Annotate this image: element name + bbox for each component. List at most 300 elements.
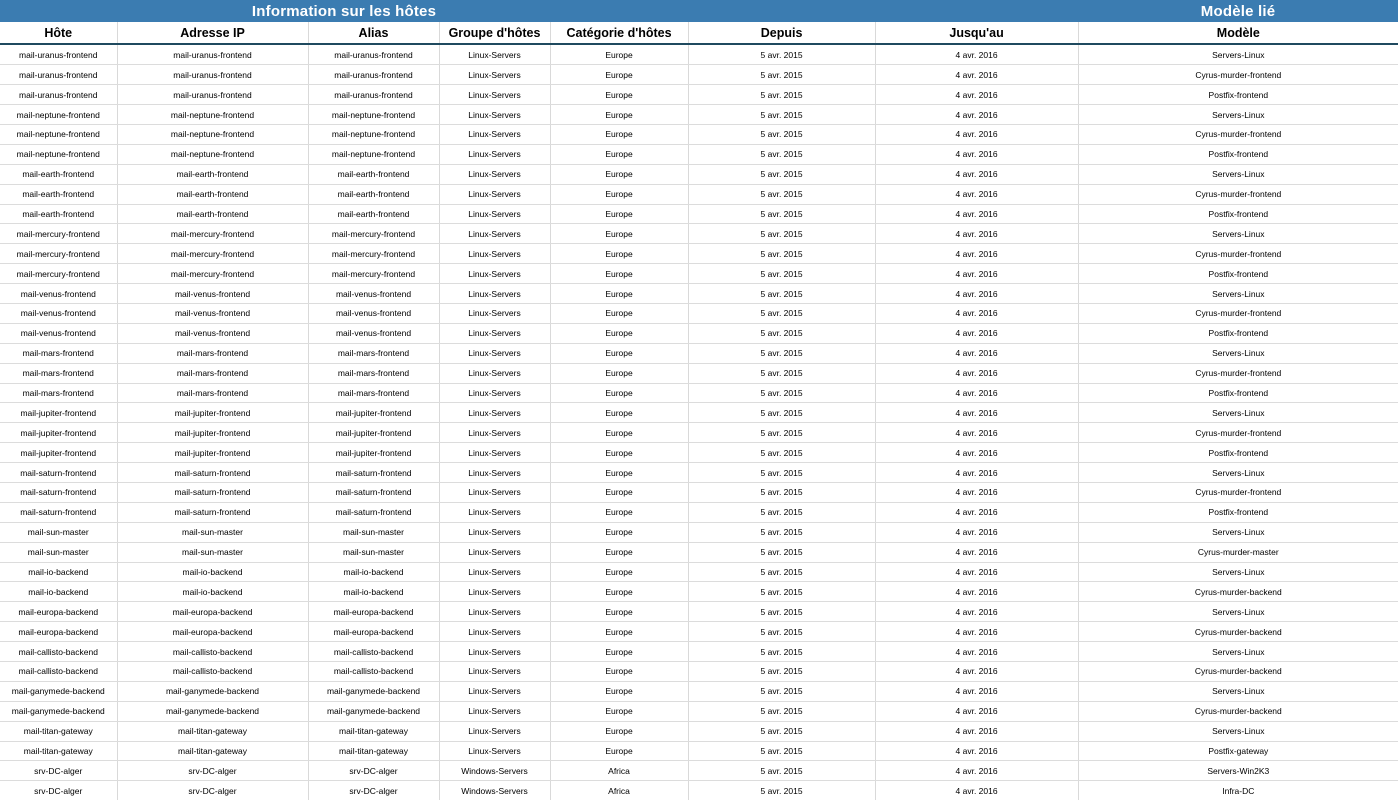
table-cell: mail-uranus-frontend <box>117 65 308 85</box>
table-cell: Servers-Linux <box>1078 642 1398 662</box>
table-cell: Linux-Servers <box>439 323 550 343</box>
table-cell: Servers-Linux <box>1078 463 1398 483</box>
table-cell: Europe <box>550 681 688 701</box>
table-cell: Cyrus-murder-master <box>1078 542 1398 562</box>
table-cell: 4 avr. 2016 <box>875 662 1078 682</box>
table-cell: 5 avr. 2015 <box>688 522 875 542</box>
table-cell: mail-venus-frontend <box>117 323 308 343</box>
table-cell: Servers-Linux <box>1078 105 1398 125</box>
table-cell: Linux-Servers <box>439 264 550 284</box>
table-cell: Cyrus-murder-backend <box>1078 701 1398 721</box>
table-row <box>0 582 1398 602</box>
table-cell: mail-sun-master <box>0 542 117 562</box>
table-cell: 4 avr. 2016 <box>875 502 1078 522</box>
table-cell: mail-titan-gateway <box>0 721 117 741</box>
table-cell: Postfix-frontend <box>1078 502 1398 522</box>
table-cell: mail-mars-frontend <box>0 363 117 383</box>
table-cell: 4 avr. 2016 <box>875 542 1078 562</box>
table-cell: mail-mars-frontend <box>308 383 439 403</box>
table-cell: 4 avr. 2016 <box>875 423 1078 443</box>
table-cell: 5 avr. 2015 <box>688 303 875 323</box>
table-cell: 4 avr. 2016 <box>875 483 1078 503</box>
table-cell: mail-sun-master <box>117 542 308 562</box>
table-cell: Cyrus-murder-frontend <box>1078 423 1398 443</box>
table-cell: Linux-Servers <box>439 423 550 443</box>
table-cell: Cyrus-murder-backend <box>1078 622 1398 642</box>
table-cell: mail-earth-frontend <box>117 204 308 224</box>
column-header-adresse-ip: Adresse IP <box>117 22 308 44</box>
table-cell: mail-earth-frontend <box>0 204 117 224</box>
table-cell: mail-callisto-backend <box>0 642 117 662</box>
table-cell: Linux-Servers <box>439 642 550 662</box>
table-row <box>0 105 1398 125</box>
table-cell: mail-sun-master <box>308 542 439 562</box>
table-cell: Servers-Linux <box>1078 164 1398 184</box>
table-cell: Europe <box>550 323 688 343</box>
table-cell: Linux-Servers <box>439 124 550 144</box>
table-cell: Europe <box>550 383 688 403</box>
table-cell: 5 avr. 2015 <box>688 662 875 682</box>
table-cell: mail-europa-backend <box>117 622 308 642</box>
table-cell: 5 avr. 2015 <box>688 761 875 781</box>
table-cell: Linux-Servers <box>439 522 550 542</box>
table-cell: srv-DC-alger <box>117 761 308 781</box>
table-cell: mail-titan-gateway <box>117 721 308 741</box>
table-cell: 5 avr. 2015 <box>688 204 875 224</box>
table-cell: Linux-Servers <box>439 701 550 721</box>
table-cell: mail-io-backend <box>308 562 439 582</box>
table-cell: Servers-Linux <box>1078 224 1398 244</box>
table-row <box>0 204 1398 224</box>
table-cell: 4 avr. 2016 <box>875 562 1078 582</box>
table-cell: mail-saturn-frontend <box>308 483 439 503</box>
table-cell: 5 avr. 2015 <box>688 443 875 463</box>
table-cell: 4 avr. 2016 <box>875 44 1078 65</box>
table-cell: mail-mars-frontend <box>117 343 308 363</box>
table-cell: mail-saturn-frontend <box>117 502 308 522</box>
table-cell: 4 avr. 2016 <box>875 383 1078 403</box>
table-cell: Linux-Servers <box>439 164 550 184</box>
table-cell: mail-ganymede-backend <box>0 701 117 721</box>
table-cell: 4 avr. 2016 <box>875 403 1078 423</box>
table-cell: mail-callisto-backend <box>308 662 439 682</box>
table-cell: Linux-Servers <box>439 662 550 682</box>
table-row <box>0 343 1398 363</box>
table-cell: Linux-Servers <box>439 144 550 164</box>
table-cell: Europe <box>550 44 688 65</box>
table-cell: 4 avr. 2016 <box>875 681 1078 701</box>
table-row <box>0 542 1398 562</box>
table-cell: mail-jupiter-frontend <box>0 423 117 443</box>
table-row <box>0 303 1398 323</box>
table-row <box>0 124 1398 144</box>
table-cell: Cyrus-murder-backend <box>1078 662 1398 682</box>
table-cell: mail-saturn-frontend <box>0 463 117 483</box>
table-cell: 4 avr. 2016 <box>875 244 1078 264</box>
table-cell: Postfix-frontend <box>1078 144 1398 164</box>
table-cell: mail-uranus-frontend <box>0 44 117 65</box>
table-cell: mail-saturn-frontend <box>117 483 308 503</box>
table-cell: Linux-Servers <box>439 284 550 304</box>
table-cell: mail-sun-master <box>0 522 117 542</box>
table-cell: 5 avr. 2015 <box>688 622 875 642</box>
table-row <box>0 383 1398 403</box>
table-cell: mail-jupiter-frontend <box>0 403 117 423</box>
table-cell: 4 avr. 2016 <box>875 264 1078 284</box>
table-cell: 4 avr. 2016 <box>875 363 1078 383</box>
table-cell: 5 avr. 2015 <box>688 741 875 761</box>
table-cell: 4 avr. 2016 <box>875 124 1078 144</box>
table-cell: mail-venus-frontend <box>117 303 308 323</box>
column-header-groupe-hotes: Groupe d'hôtes <box>439 22 550 44</box>
column-header-hote: Hôte <box>0 22 117 44</box>
table-cell: srv-DC-alger <box>308 781 439 800</box>
table-row <box>0 363 1398 383</box>
table-cell: Linux-Servers <box>439 721 550 741</box>
table-cell: mail-io-backend <box>117 582 308 602</box>
table-cell: mail-neptune-frontend <box>117 144 308 164</box>
table-cell: Servers-Linux <box>1078 522 1398 542</box>
table-cell: mail-venus-frontend <box>0 303 117 323</box>
table-cell: Linux-Servers <box>439 383 550 403</box>
table-cell: 4 avr. 2016 <box>875 323 1078 343</box>
table-cell: mail-venus-frontend <box>308 323 439 343</box>
table-cell: mail-jupiter-frontend <box>117 443 308 463</box>
table-row <box>0 622 1398 642</box>
banner-spacer <box>688 0 1078 22</box>
table-cell: mail-mars-frontend <box>0 343 117 363</box>
table-cell: Europe <box>550 622 688 642</box>
table-cell: 5 avr. 2015 <box>688 105 875 125</box>
table-cell: Postfix-frontend <box>1078 383 1398 403</box>
table-cell: mail-venus-frontend <box>308 284 439 304</box>
table-cell: srv-DC-alger <box>308 761 439 781</box>
table-cell: 4 avr. 2016 <box>875 343 1078 363</box>
table-cell: 5 avr. 2015 <box>688 85 875 105</box>
table-row <box>0 164 1398 184</box>
table-cell: mail-saturn-frontend <box>308 463 439 483</box>
table-cell: mail-jupiter-frontend <box>117 423 308 443</box>
table-cell: Europe <box>550 403 688 423</box>
table-cell: Europe <box>550 204 688 224</box>
table-cell: 4 avr. 2016 <box>875 781 1078 800</box>
table-row <box>0 602 1398 622</box>
table-cell: mail-mercury-frontend <box>117 264 308 284</box>
table-cell: Europe <box>550 224 688 244</box>
table-row <box>0 781 1398 800</box>
table-row <box>0 642 1398 662</box>
table-cell: Linux-Servers <box>439 582 550 602</box>
table-cell: 5 avr. 2015 <box>688 602 875 622</box>
table-cell: 5 avr. 2015 <box>688 244 875 264</box>
table-cell: mail-mars-frontend <box>0 383 117 403</box>
table-cell: mail-jupiter-frontend <box>308 423 439 443</box>
table-cell: mail-europa-backend <box>308 622 439 642</box>
table-cell: 5 avr. 2015 <box>688 701 875 721</box>
table-cell: 4 avr. 2016 <box>875 443 1078 463</box>
table-cell: Europe <box>550 284 688 304</box>
table-cell: mail-mercury-frontend <box>117 244 308 264</box>
table-cell: Linux-Servers <box>439 44 550 65</box>
table-cell: mail-titan-gateway <box>308 721 439 741</box>
table-cell: Europe <box>550 542 688 562</box>
table-cell: mail-titan-gateway <box>117 741 308 761</box>
table-cell: mail-uranus-frontend <box>308 65 439 85</box>
table-cell: Postfix-frontend <box>1078 204 1398 224</box>
table-cell: mail-neptune-frontend <box>308 124 439 144</box>
table-cell: mail-io-backend <box>117 562 308 582</box>
table-cell: 4 avr. 2016 <box>875 582 1078 602</box>
table-cell: 5 avr. 2015 <box>688 363 875 383</box>
table-cell: mail-mars-frontend <box>308 343 439 363</box>
table-cell: 5 avr. 2015 <box>688 164 875 184</box>
table-cell: Linux-Servers <box>439 542 550 562</box>
table-row <box>0 323 1398 343</box>
table-cell: mail-saturn-frontend <box>0 483 117 503</box>
table-cell: Postfix-gateway <box>1078 741 1398 761</box>
banner-row <box>0 0 1398 22</box>
table-cell: 4 avr. 2016 <box>875 65 1078 85</box>
table-cell: Europe <box>550 662 688 682</box>
table-cell: 5 avr. 2015 <box>688 463 875 483</box>
table-cell: mail-europa-backend <box>0 622 117 642</box>
table-cell: 5 avr. 2015 <box>688 423 875 443</box>
table-cell: Linux-Servers <box>439 483 550 503</box>
table-row <box>0 502 1398 522</box>
table-cell: mail-europa-backend <box>308 602 439 622</box>
table-cell: Europe <box>550 721 688 741</box>
table-cell: mail-europa-backend <box>0 602 117 622</box>
table-cell: Infra-DC <box>1222 785 1255 796</box>
table-cell: 4 avr. 2016 <box>875 164 1078 184</box>
table-cell: mail-earth-frontend <box>0 184 117 204</box>
table-cell: 5 avr. 2015 <box>688 44 875 65</box>
table-cell: Europe <box>550 582 688 602</box>
table-row <box>0 721 1398 741</box>
table-cell: 5 avr. 2015 <box>688 483 875 503</box>
table-cell: Europe <box>550 65 688 85</box>
table-row <box>0 184 1398 204</box>
table-cell: Europe <box>550 343 688 363</box>
table-cell: Europe <box>550 741 688 761</box>
table-row <box>0 701 1398 721</box>
table-cell: mail-venus-frontend <box>0 323 117 343</box>
table-cell: mail-ganymede-backend <box>308 681 439 701</box>
table-cell: Linux-Servers <box>439 244 550 264</box>
table-cell: Servers-Linux <box>1078 44 1398 65</box>
table-cell: Europe <box>550 105 688 125</box>
table-cell: Linux-Servers <box>439 443 550 463</box>
table-row <box>0 284 1398 304</box>
table-cell: mail-sun-master <box>308 522 439 542</box>
table-cell: mail-uranus-frontend <box>0 65 117 85</box>
table-row <box>0 403 1398 423</box>
table-cell: mail-mercury-frontend <box>308 244 439 264</box>
table-cell: 5 avr. 2015 <box>688 403 875 423</box>
table-cell: mail-saturn-frontend <box>308 502 439 522</box>
table-cell: Postfix-frontend <box>1078 264 1398 284</box>
table-cell: Cyrus-murder-frontend <box>1078 363 1398 383</box>
table-row <box>0 463 1398 483</box>
table-row <box>0 761 1398 781</box>
table-cell: Europe <box>550 184 688 204</box>
table-row <box>0 562 1398 582</box>
table-cell: 5 avr. 2015 <box>688 781 875 800</box>
table-cell: mail-uranus-frontend <box>308 85 439 105</box>
table-cell: mail-mars-frontend <box>117 363 308 383</box>
table-cell: Servers-Win2K3 <box>1078 761 1398 781</box>
table-cell: 5 avr. 2015 <box>688 224 875 244</box>
table-cell: 5 avr. 2015 <box>688 681 875 701</box>
table-row <box>0 264 1398 284</box>
table-cell: srv-DC-alger <box>117 781 308 800</box>
table-cell: 5 avr. 2015 <box>688 124 875 144</box>
table-cell: Linux-Servers <box>439 363 550 383</box>
column-header-alias: Alias <box>308 22 439 44</box>
table-cell: mail-uranus-frontend <box>117 85 308 105</box>
table-cell: mail-saturn-frontend <box>0 502 117 522</box>
table-cell: mail-mars-frontend <box>117 383 308 403</box>
table-cell: Linux-Servers <box>439 204 550 224</box>
table-cell: 5 avr. 2015 <box>688 582 875 602</box>
table-cell: 5 avr. 2015 <box>688 502 875 522</box>
table-cell: Europe <box>550 124 688 144</box>
table-cell: Postfix-frontend <box>1078 323 1398 343</box>
table-cell: mail-saturn-frontend <box>117 463 308 483</box>
table-cell: Postfix-frontend <box>1078 443 1398 463</box>
table-cell: Cyrus-murder-backend <box>1078 582 1398 602</box>
table-cell: mail-uranus-frontend <box>308 44 439 65</box>
table-cell: mail-europa-backend <box>117 602 308 622</box>
table-cell: mail-ganymede-backend <box>308 701 439 721</box>
table-cell: mail-mercury-frontend <box>308 224 439 244</box>
table-cell: 4 avr. 2016 <box>875 721 1078 741</box>
table-cell: Europe <box>550 264 688 284</box>
table-cell: 4 avr. 2016 <box>875 761 1078 781</box>
table-cell: Europe <box>550 303 688 323</box>
table-cell: mail-earth-frontend <box>0 164 117 184</box>
table-cell: mail-earth-frontend <box>117 164 308 184</box>
table-cell: mail-mercury-frontend <box>0 244 117 264</box>
table-cell: 4 avr. 2016 <box>875 701 1078 721</box>
table-cell: mail-callisto-backend <box>0 662 117 682</box>
table-cell: Servers-Linux <box>1078 681 1398 701</box>
table-cell: Servers-Linux <box>1078 403 1398 423</box>
table-row <box>0 44 1398 65</box>
table-cell: Cyrus-murder-frontend <box>1078 184 1398 204</box>
table-cell: mail-ganymede-backend <box>117 681 308 701</box>
table-cell: 4 avr. 2016 <box>875 741 1078 761</box>
table-cell: Linux-Servers <box>439 303 550 323</box>
table-cell: Linux-Servers <box>439 681 550 701</box>
table-cell: Servers-Linux <box>1078 562 1398 582</box>
column-header-row <box>0 22 1398 44</box>
table-cell: Linux-Servers <box>439 184 550 204</box>
table-row <box>0 144 1398 164</box>
table-cell: Cyrus-murder-frontend <box>1078 124 1398 144</box>
table-cell: Europe <box>550 363 688 383</box>
table-cell: 5 avr. 2015 <box>688 642 875 662</box>
table-cell: Europe <box>550 483 688 503</box>
table-cell: 5 avr. 2015 <box>688 284 875 304</box>
table-cell: 5 avr. 2015 <box>688 721 875 741</box>
column-header-modele: Modèle <box>1078 22 1398 44</box>
table-cell: Europe <box>550 164 688 184</box>
table-cell: Linux-Servers <box>439 602 550 622</box>
table-cell: Europe <box>550 144 688 164</box>
table-cell: Europe <box>550 443 688 463</box>
table-cell: 5 avr. 2015 <box>688 383 875 403</box>
table-cell: 5 avr. 2015 <box>688 323 875 343</box>
table-cell: mail-uranus-frontend <box>117 44 308 65</box>
table-cell: 4 avr. 2016 <box>875 204 1078 224</box>
table-cell: srv-DC-alger <box>0 761 117 781</box>
table-cell: mail-callisto-backend <box>117 642 308 662</box>
table-cell: mail-io-backend <box>308 582 439 602</box>
table-cell: Europe <box>550 423 688 443</box>
table-cell: mail-jupiter-frontend <box>308 403 439 423</box>
table-cell: Europe <box>550 85 688 105</box>
table-cell: mail-io-backend <box>0 562 117 582</box>
table-cell: Cyrus-murder-frontend <box>1078 483 1398 503</box>
table-cell: Europe <box>550 602 688 622</box>
table-cell: mail-venus-frontend <box>0 284 117 304</box>
table-cell: mail-titan-gateway <box>308 741 439 761</box>
column-header-jusquau: Jusqu'au <box>875 22 1078 44</box>
table-row <box>0 483 1398 503</box>
table-cell: 4 avr. 2016 <box>875 85 1078 105</box>
table-cell: mail-mercury-frontend <box>117 224 308 244</box>
table-cell: 4 avr. 2016 <box>875 303 1078 323</box>
table-cell: mail-callisto-backend <box>117 662 308 682</box>
table-cell: Europe <box>550 463 688 483</box>
table-cell: mail-mercury-frontend <box>0 264 117 284</box>
table-cell: Cyrus-murder-frontend <box>1078 244 1398 264</box>
table-cell: mail-neptune-frontend <box>117 105 308 125</box>
table-cell: mail-neptune-frontend <box>0 144 117 164</box>
table-cell: mail-titan-gateway <box>0 741 117 761</box>
table-cell: 4 avr. 2016 <box>875 602 1078 622</box>
table-cell: 4 avr. 2016 <box>875 105 1078 125</box>
table-cell: 5 avr. 2015 <box>688 184 875 204</box>
table-cell: Africa <box>550 761 688 781</box>
table-cell: mail-neptune-frontend <box>0 124 117 144</box>
table-cell: Europe <box>550 502 688 522</box>
table-cell: 4 avr. 2016 <box>875 622 1078 642</box>
table-cell: Europe <box>550 562 688 582</box>
table-cell: mail-earth-frontend <box>117 184 308 204</box>
table-cell: 4 avr. 2016 <box>875 463 1078 483</box>
table-cell: 4 avr. 2016 <box>875 642 1078 662</box>
table-cell: srv-DC-alger <box>0 781 117 800</box>
table-cell: Windows-Servers <box>439 781 550 800</box>
table-row <box>0 681 1398 701</box>
table-row <box>0 65 1398 85</box>
table-cell: 5 avr. 2015 <box>688 542 875 562</box>
table-row <box>0 522 1398 542</box>
table-cell: Europe <box>550 642 688 662</box>
table-cell: Linux-Servers <box>439 343 550 363</box>
table-cell: 5 avr. 2015 <box>688 343 875 363</box>
table-row <box>0 662 1398 682</box>
table-cell: 4 avr. 2016 <box>875 184 1078 204</box>
table-cell: mail-sun-master <box>117 522 308 542</box>
table-cell: mail-ganymede-backend <box>117 701 308 721</box>
banner-title-left: Information sur les hôtes <box>0 0 688 22</box>
table-row <box>0 85 1398 105</box>
table-cell: 4 avr. 2016 <box>875 284 1078 304</box>
table-cell: Linux-Servers <box>439 65 550 85</box>
